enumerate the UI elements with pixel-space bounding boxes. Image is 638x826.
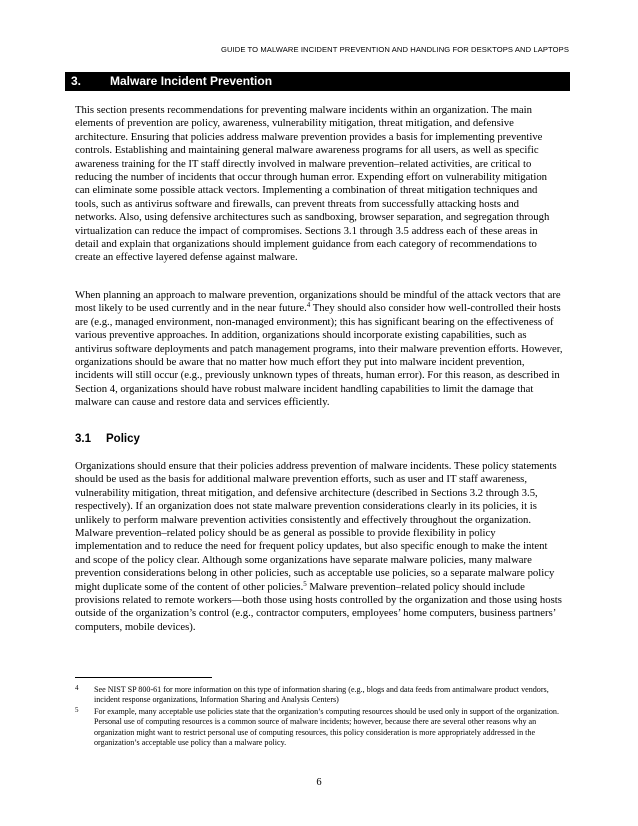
footnote-reference-5: 5 (303, 579, 307, 588)
subsection-paragraph (75, 460, 563, 634)
paragraph-text: They should also consider how well-controlled their hosts are (e.g., managed environment, non-managed environment); this has significant bearing on the effectiveness of various preventive approaches. In addition, organizations should incorporate existing capabilities, such as antivirus software deployments and patch management programs, into their malware prevention efforts. However, organizations should be aware that no matter how much effort they put into malware incident prevention, incidents will still occur (e.g., previously unknown types of threats, human error). For this reason, as described in Section 4, organizations should have robust malware incident handling capabilities to limit the damage that malware can cause and restore data and services efficiently. (75, 302, 563, 409)
footnote-reference-4: 4 (306, 301, 311, 310)
footnote-text: See NIST SP 800-61 for more information on this type of information sharing (e.g., blogs and data feeds from antimalware product vendors, incident response organizations, Information Sharing and Analysis Centers) (94, 685, 549, 705)
paragraph-text: Organizations should ensure that their policies address prevention of malware incidents. These policy statements should be used as the basis for additional malware prevention efforts, such as user and IT staff awareness, vulnerability mitigation, threat mitigation, and defensive architecture (described in Sections 3.2 through 3.5, respectively). If an organization does not state malware prevention considerations clearly in its policies, it is unlikely to perform malware prevention activities consistently and effectively throughout the organization. Malware prevention–related policy should be as general as possible to provide flexibility in policy implementation and to reduce the need for frequent policy updates, but also specific enough to make the intent and scope of the policy clear. Although some organizations have separate malware policies, many malware prevention considerations belong in other policies, such as acceptable use policies, so a separate malware policy might duplicate some of the content of other policies. (75, 460, 557, 593)
page-number: 6 (316, 777, 322, 788)
section-paragraph-2 (75, 289, 563, 410)
footnote-4 (75, 685, 563, 706)
section-heading (65, 72, 570, 91)
section-number: 3. (71, 74, 82, 88)
section-paragraph-1: This section presents recommendations for preventing malware incidents within an organization. The main elements of prevention are policy, awareness, vulnerability mitigation, threat mitigation, and defensive architecture. Ensuring that policies address malware prevention provides a basis for implementing preventive controls. Establishing and maintaining general malware awareness programs for all users, as well as specific awareness training for the IT staff directly involved in malware prevention–related activities, are critical to reducing the number of incidents that occur through human error. Expending effort on vulnerability mitigation can eliminate some possible attack vectors. Implementing a combination of threat mitigation techniques and tools, such as antivirus software and firewalls, can prevent threats from successfully attacking hosts and networks. Also, using defensive architectures such as sandboxing, browser separation, and segregation through virtualization can reduce the impact of compromises. Sections 3.1 through 3.5 address each of these areas in detail and explain that organizations should implement guidance from each category of recommendations to create an effective layered defense against malware. (75, 104, 550, 264)
section-title: Malware Incident Prevention (110, 74, 273, 88)
footnote-mark: 5 (75, 706, 79, 714)
running-header: GUIDE TO MALWARE INCIDENT PREVENTION AND HANDLING FOR DESKTOPS AND LAPTOPS (220, 45, 569, 54)
paragraph-text: When planning an approach to malware prevention, organizations should be mindful of the attack vectors that are most likely to be used currently and in the near future. (75, 289, 561, 315)
subsection-heading (75, 433, 140, 445)
footnote-text: For example, many acceptable use policies state that the organization’s computing resources should be used only in support of the organization. Personal use of computing resources is a common source of malware incidents; however, because there are several other reasons why an organization might want to restrict personal use of computing resources, this policy consideration is more appropriately addressed in the organization’s acceptable use policy than a malware policy. (94, 707, 559, 748)
subsection-title: Policy (106, 433, 140, 445)
subsection-number: 3.1 (75, 433, 91, 445)
paragraph-text: Malware prevention–related policy should include provisions related to remote workers—both those using hosts controlled by the organization and those using hosts outside of the organization’s control (e.g., contractor computers, employees’ home computers, business partners’ computers, mobile devices). (75, 580, 562, 633)
footnote-5 (75, 707, 563, 749)
footnote-mark: 4 (75, 684, 79, 692)
footnote-divider (75, 677, 212, 678)
